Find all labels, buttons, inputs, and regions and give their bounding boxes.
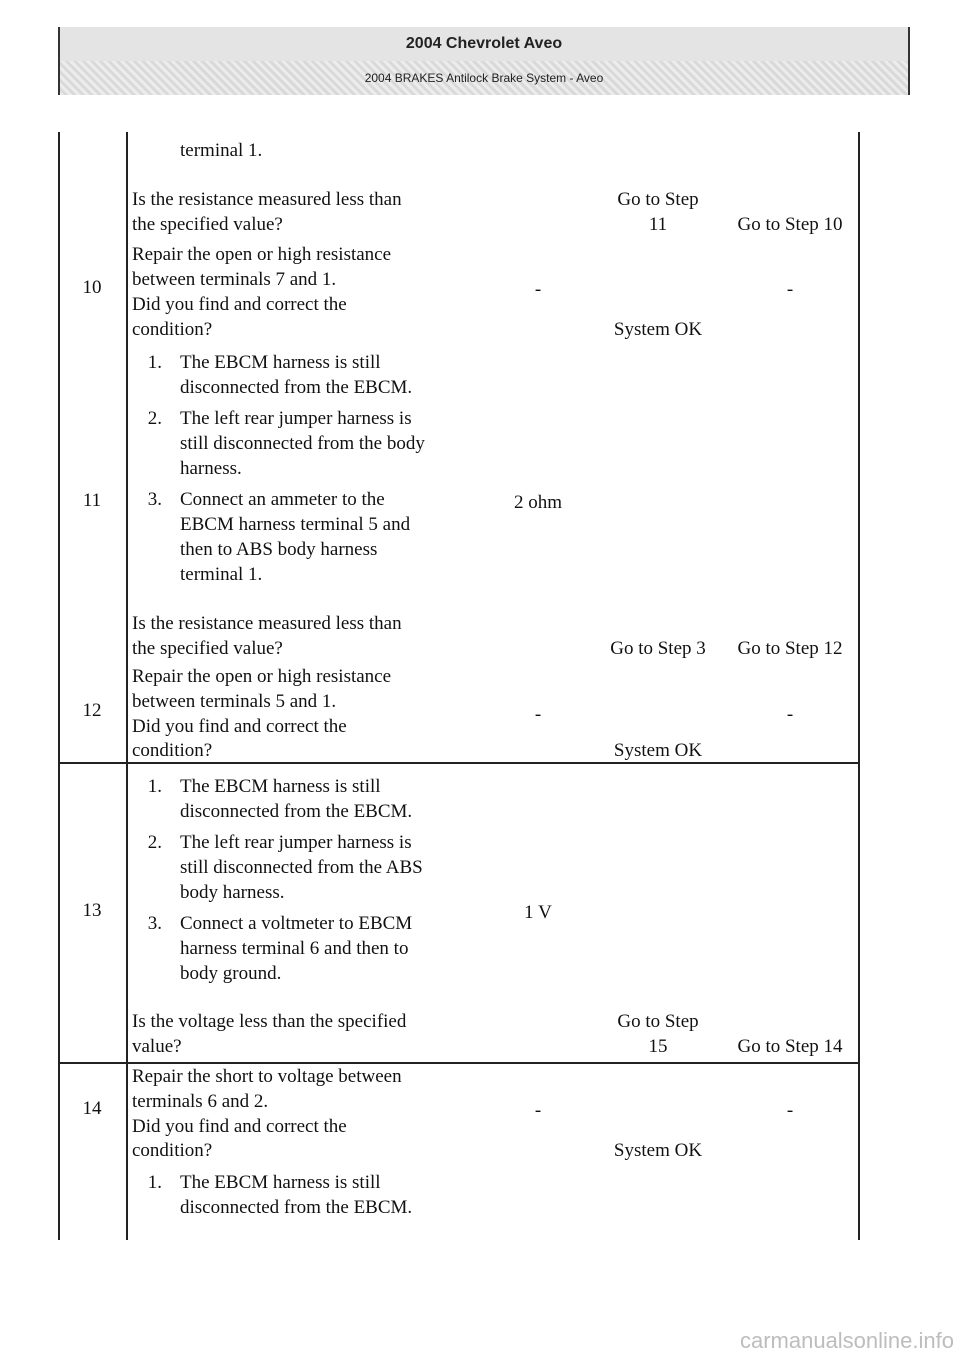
row14-yes: System OK	[613, 1140, 703, 1161]
row13-yes-2: 15	[648, 1036, 668, 1057]
row11-yes: Go to Step 3	[610, 638, 706, 659]
row14-item1-1: The EBCM harness is still	[180, 1172, 381, 1193]
row10-question-1: Is the resistance measured less than	[132, 189, 402, 210]
row11-question-1: Is the resistance measured less than	[132, 613, 402, 634]
row10b-action-1: Repair the open or high resistance	[132, 244, 392, 265]
row13-item1-1: The EBCM harness is still	[180, 776, 381, 797]
row11-item2-3: harness.	[180, 458, 242, 479]
row11-item3-3: then to ABS body harness	[180, 539, 378, 560]
row10-no: Go to Step 10	[737, 214, 843, 235]
row11-item1-1: The EBCM harness is still	[180, 352, 381, 373]
row11-no: Go to Step 12	[737, 638, 843, 659]
row10b-action-3: Did you find and correct the	[132, 294, 347, 315]
row14-action-3: Did you find and correct the	[132, 1116, 347, 1137]
row11-question-2: the specified value?	[132, 638, 283, 659]
row12-value: -	[534, 704, 542, 725]
row13-question-1: Is the voltage less than the specified	[132, 1011, 407, 1032]
row13-no: Go to Step 14	[737, 1036, 843, 1057]
row10b-action-2: between terminals 7 and 1.	[132, 269, 337, 290]
row11-item2-2: still disconnected from the body	[180, 433, 425, 454]
row11-item1-2: disconnected from the EBCM.	[180, 377, 413, 398]
row14-no: -	[786, 1100, 794, 1121]
row14-value: -	[534, 1100, 542, 1121]
row10b-action-4: condition?	[132, 319, 213, 340]
row13-item2-2: still disconnected from the ABS	[180, 857, 423, 878]
row13-item3-3: body ground.	[180, 963, 282, 984]
row10-continuation: terminal 1.	[180, 140, 263, 161]
row12-no: -	[786, 704, 794, 725]
row13-value: 1 V	[524, 902, 552, 923]
row11-item3-4: terminal 1.	[180, 564, 263, 585]
row13-item3-2: harness terminal 6 and then to	[180, 938, 409, 959]
row10b-yes: System OK	[613, 319, 703, 340]
row14-action-1: Repair the short to voltage between	[132, 1066, 402, 1087]
row14-item1-2: disconnected from the EBCM.	[180, 1197, 413, 1218]
row14-action-4: condition?	[132, 1140, 213, 1161]
row12-action-2: between terminals 5 and 1.	[132, 691, 337, 712]
row11-value: 2 ohm	[513, 492, 563, 513]
row10-step: 10	[82, 277, 102, 298]
row13-item2-1: The left rear jumper harness is	[180, 832, 412, 853]
row13-item2-3: body harness.	[180, 882, 285, 903]
row11-step: 11	[82, 490, 102, 511]
row13-step: 13	[82, 900, 102, 921]
row11-item2-1: The left rear jumper harness is	[180, 408, 412, 429]
row11-item3-1: Connect an ammeter to the	[180, 489, 385, 510]
row12-yes: System OK	[613, 740, 703, 761]
row14-action-2: terminals 6 and 2.	[132, 1091, 269, 1112]
diagnostic-table: terminal 1. Is the resistance measured less than the specified value? Go to Step 11 Go to Step 10 10 Repair the open or high resistance between terminals 7 and 1. Did you find and correct the condition? - System OK - 11 1. The EBCM harness is still disconnected from the EBCM. 2. The left rear jumper harness is still disconnected from the body harness. 3. Connect an ammeter to the EBCM harness terminal 5 and then to ABS body harness terminal 1. 2 ohm Is the resistance measured less than the specified value? Go to Step 3 Go to Step 12 12 Repair the open or high resistance between terminals 5 and 1. Did you find and correct the condition? - System OK - 13 1. The EBCM harness is still disconnected from the EBCM. 2. The left rear jumper harness is still disconnected from the ABS body harness. 3. Connect a voltmeter to EBCM harness terminal 6 and then to body ground. 1 V Is the voltage less than the specified value? Go to Step 15 Go to Step 14 14 Repair the short to voltage between terminals 6 and 2. Did you find and correct the condition? - System OK - 1. The EBCM harness is still disconnected from the EBCM.	[58, 132, 860, 1240]
row11-item3-2: EBCM harness terminal 5 and	[180, 514, 411, 535]
row13-item3-1: Connect a voltmeter to EBCM	[180, 913, 413, 934]
page-header	[58, 27, 910, 95]
row10-yes-2: 11	[648, 214, 668, 235]
row12-action-1: Repair the open or high resistance	[132, 666, 392, 687]
header-title: 2004 Chevrolet Aveo	[60, 27, 908, 61]
row10-yes-1: Go to Step	[617, 189, 699, 210]
row13-yes-1: Go to Step	[617, 1011, 699, 1032]
row12-action-3: Did you find and correct the	[132, 716, 347, 737]
row12-action-4: condition?	[132, 740, 213, 761]
row14-step: 14	[82, 1098, 102, 1119]
row10-question-2: the specified value?	[132, 214, 283, 235]
row12-step: 12	[82, 700, 102, 721]
row10b-value: -	[534, 279, 542, 300]
row13-item1-2: disconnected from the EBCM.	[180, 801, 413, 822]
watermark: carmanualsonline.info	[739, 1328, 954, 1353]
header-subtitle: 2004 BRAKES Antilock Brake System - Aveo	[60, 61, 908, 95]
row13-question-2: value?	[132, 1036, 182, 1057]
row10b-no: -	[786, 279, 794, 300]
